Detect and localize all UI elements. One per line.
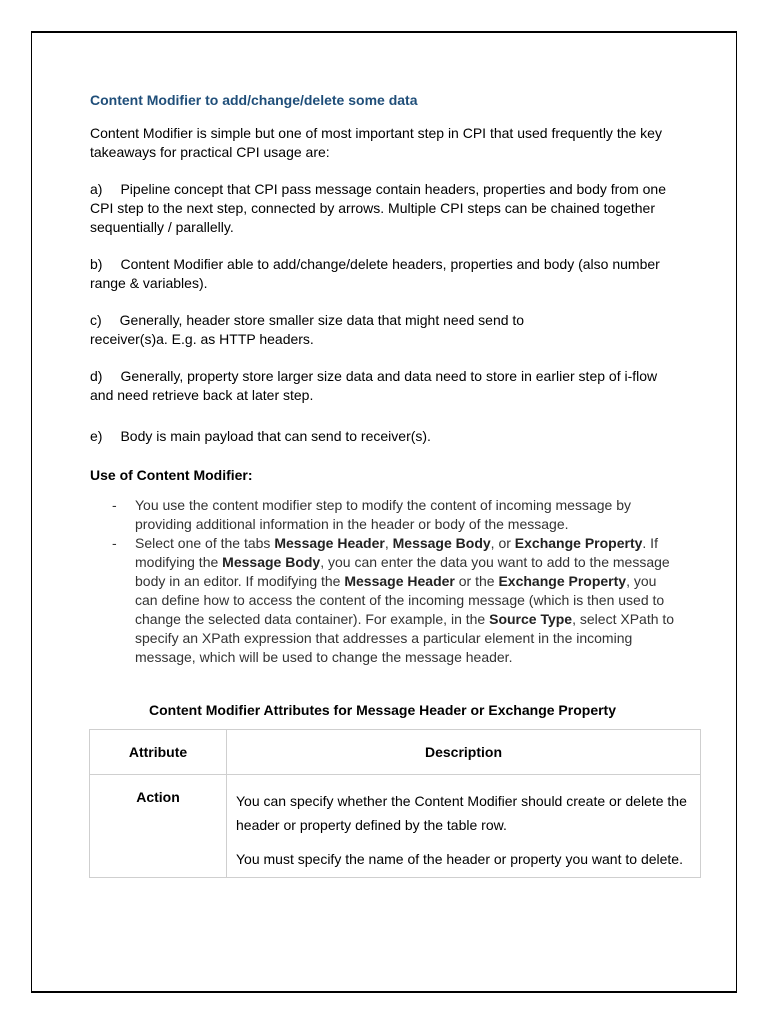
list-item-text: , or [490,535,515,551]
list-item-text: , you can define how to access the content of the incoming message (which is then used to change the selected data container). For example, in the [135,573,665,627]
dash-bullet: - [112,535,117,551]
term-exchange-property: Exchange Property [498,573,627,589]
description-paragraph: You must specify the name of the header or property you want to delete. [236,851,683,867]
takeaway-marker: d) [90,368,103,384]
list-item-text: Select one of the tabs [135,535,275,551]
list-item-text: , you can enter the data you want to add to the message body in an editor. If modifying the [135,554,670,589]
list-item-text: , [384,535,393,551]
column-header-description: Description [227,730,701,775]
list-item-text: or the [454,573,499,589]
takeaway-text: Generally, header store smaller size data that might need send to receiver(s)a. E.g. as HTTP headers. [90,312,525,347]
dash-bullet: - [112,497,117,513]
table-row [90,775,701,878]
description-cell [227,775,701,878]
table-caption: Content Modifier Attributes for Message Header or Exchange Property [148,702,616,718]
document-page [31,31,737,993]
takeaway-marker: b) [90,256,103,272]
list-item-text: You use the content modifier step to modify the content of incoming message by providing additional information in the header or body of the message. [135,497,631,532]
takeaway-text: Pipeline concept that CPI pass message contain headers, properties and body from one CPI step to the next step, connected by arrows. Multiple CPI steps can be chained together sequentially / parallelly. [90,181,667,235]
takeaway-d [90,367,675,405]
takeaway-marker: e) [90,428,103,444]
intro-paragraph: Content Modifier is simple but one of most important step in CPI that used frequently the key takeaways for practical CPI usage are: [90,125,662,160]
takeaway-text: Content Modifier able to add/change/delete headers, properties and body (also number range & variables). [90,256,660,291]
term-message-body: Message Body [392,535,491,551]
document-content [90,91,687,878]
list-item-text: . If modifying the [135,535,658,570]
list-item [90,496,675,534]
takeaway-text: Body is main payload that can send to receiver(s). [120,428,431,444]
takeaway-c [90,311,675,349]
term-message-header: Message Header [344,573,455,589]
usage-list [90,496,675,667]
attributes-table [89,729,701,878]
takeaway-text: Generally, property store larger size data and data need to store in earlier step of i-flow and need retrieve back at later step. [90,368,658,403]
term-message-header: Message Header [274,535,385,551]
term-source-type: Source Type [489,611,573,627]
list-item [90,534,675,667]
attribute-cell: Action [90,775,227,878]
use-heading: Use of Content Modifier: [90,467,253,483]
term-message-body: Message Body [222,554,321,570]
takeaway-marker: a) [90,181,103,197]
list-item-text: , select XPath to specify an XPath expression that addresses a particular element in the incoming message, which will be used to change the message header. [135,611,675,665]
description-paragraph: You can specify whether the Content Modifier should create or delete the header or property defined by the table row. [236,793,687,833]
takeaway-b [90,255,675,293]
term-exchange-property: Exchange Property [514,535,643,551]
table-header-row [90,730,701,775]
section-heading: Content Modifier to add/change/delete some data [90,92,418,108]
takeaway-marker: c) [90,312,102,328]
takeaway-a [90,180,675,237]
takeaway-e [90,427,675,446]
column-header-attribute: Attribute [90,730,227,775]
